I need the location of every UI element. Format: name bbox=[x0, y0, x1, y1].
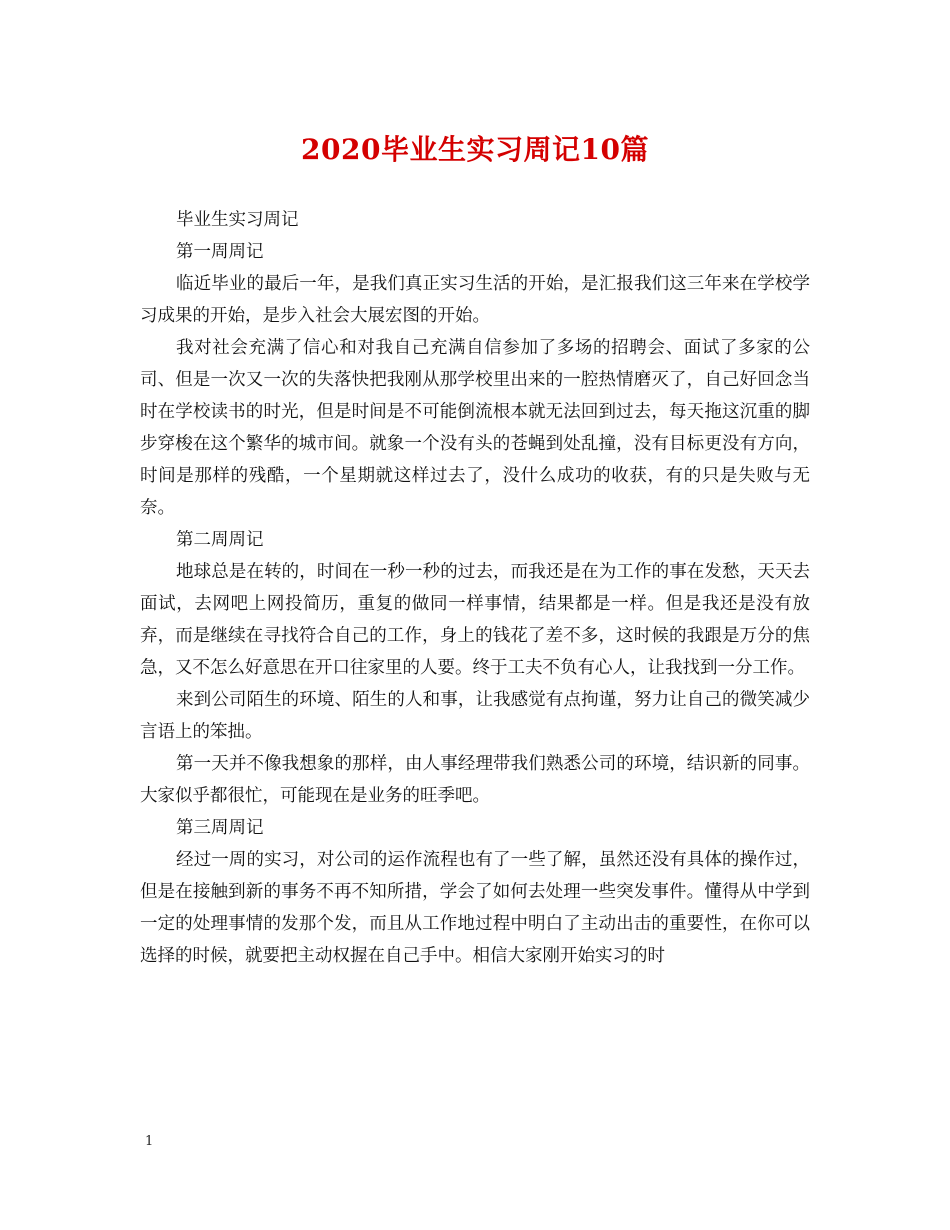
page-number: 1 bbox=[145, 1134, 154, 1149]
document-body bbox=[140, 204, 810, 972]
paragraph: 我对社会充满了信心和对我自己充满自信参加了多场的招聘会、面试了多家的公司、但是一次又一次的失落快把我刚从那学校里出来的一腔热情磨灭了，自己好回念当时在学校读书的时光，但是时间是不可能倒流根本就无法回到过去，每天拖这沉重的脚步穿梭在这个繁华的城市间。就象一个没有头的苍蝇到处乱撞，没有目标更没有方向，时间是那样的残酷，一个星期就这样过去了，没什么成功的收获，有的只是失败与无奈。 bbox=[140, 338, 810, 518]
document-title: 2020毕业生实习周记10篇 bbox=[301, 133, 649, 166]
paragraph-week2-heading: 第二周周记 bbox=[176, 530, 264, 550]
paragraph-week1-heading: 第一周周记 bbox=[176, 242, 264, 262]
paragraph: 临近毕业的最后一年，是我们真正实习生活的开始，是汇报我们这三年来在学校学习成果的开始，是步入社会大展宏图的开始。 bbox=[140, 274, 810, 326]
paragraph: 经过一周的实习，对公司的运作流程也有了一些了解，虽然还没有具体的操作过，但是在接触到新的事务不再不知所措，学会了如何去处理一些突发事件。懂得从中学到一定的处理事情的发那个发，而且从工作地过程中明白了主动出击的重要性，在你可以选择的时候，就要把主动权握在自己手中。相信大家刚开始实习的时 bbox=[140, 850, 810, 966]
paragraph-heading: 毕业生实习周记 bbox=[176, 210, 299, 230]
paragraph: 地球总是在转的，时间在一秒一秒的过去，而我还是在为工作的事在发愁，天天去面试，去网吧上网投简历，重复的做同一样事情，结果都是一样。但是我还是没有放弃，而是继续在寻找符合自己的工作，身上的钱花了差不多，这时候的我跟是万分的焦急，又不怎么好意思在开口往家里的人要。终于工夫不负有心人，让我找到一分工作。 bbox=[140, 562, 810, 678]
paragraph: 第一天并不像我想象的那样，由人事经理带我们熟悉公司的环境，结识新的同事。大家似乎都很忙，可能现在是业务的旺季吧。 bbox=[140, 754, 810, 806]
paragraph: 来到公司陌生的环境、陌生的人和事，让我感觉有点拘谨，努力让自己的微笑减少言语上的笨拙。 bbox=[140, 690, 810, 742]
paragraph-week3-heading: 第三周周记 bbox=[176, 818, 264, 838]
